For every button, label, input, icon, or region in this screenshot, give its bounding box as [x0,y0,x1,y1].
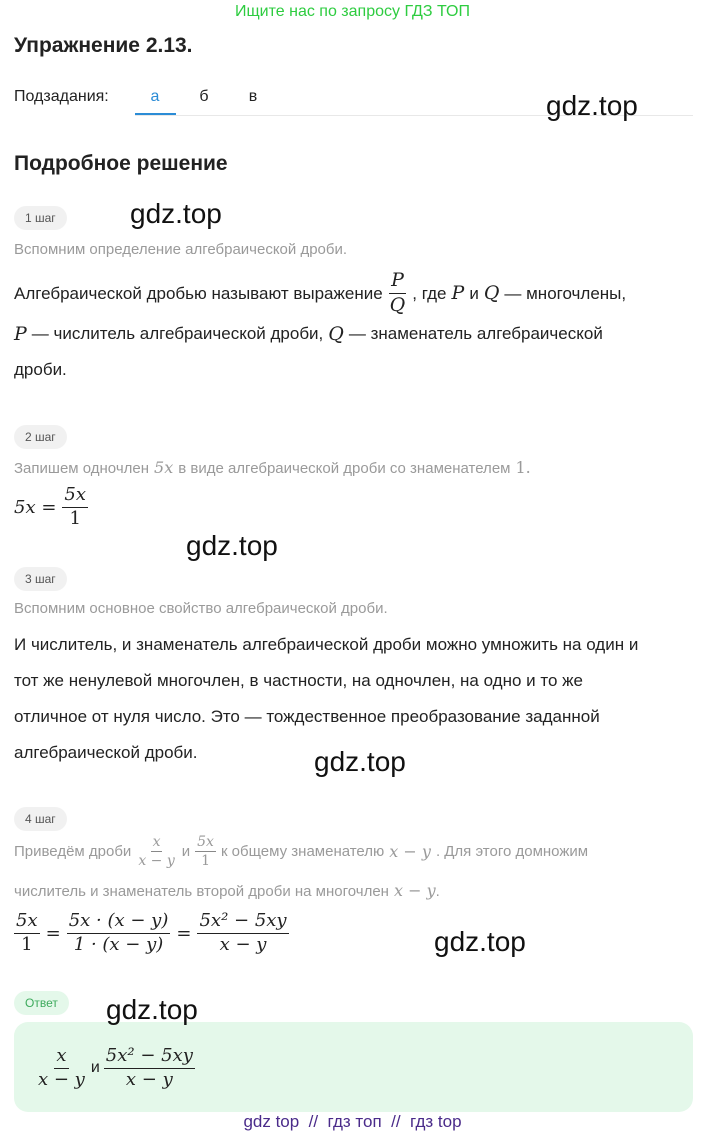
fraction [197,911,288,955]
fraction-denominator: 1 [69,507,81,529]
solution-title: Подробное решение [14,152,228,175]
math-q: Q [328,323,344,345]
equals-sign: = [45,922,61,944]
hint-text: Запишем одночлен [14,460,150,477]
footer-links[interactable]: gdz top // гдз топ // гдз top [243,1112,462,1131]
property-line: алгебраической дроби. [14,743,198,762]
fraction [14,911,40,955]
tab-b[interactable]: б [199,88,209,105]
fraction-denominator: 1 · (x − y) [73,933,164,955]
math-p: P [451,281,465,304]
fraction-numerator: 5x² − 5xy [104,1046,195,1069]
step-hint: Вспомним основное свойство алгебраической дроби. [14,600,388,617]
definition-line-3: дроби. [14,360,67,379]
step-hint-line-2 [14,881,440,900]
hint-math: x − y [393,881,436,900]
fraction-numerator: 5x [195,834,216,852]
fraction-denominator: x − y [125,1068,173,1090]
property-line: тот же ненулевой многочлен, в частности, на одночлен, на одно и то же [14,671,583,690]
hint-text: в виде алгебраической дроби со знаменателем [178,460,511,477]
math-p: P [14,323,27,345]
watermark: gdz.top [106,994,198,1025]
step-hint [14,458,531,477]
fraction-denominator: x − y [219,933,267,955]
fraction [67,911,171,955]
fraction-denominator: Q [389,293,406,316]
page-title: Упражнение 2.13. [14,34,193,57]
fraction [36,1046,87,1090]
property-line: отличное от нуля число. Это — тождественное преобразование заданной [14,707,600,726]
hint-text: Приведём дроби [14,843,132,861]
tab-v[interactable]: в [248,88,258,105]
fraction-x-over-x-minus-y [136,834,176,869]
definition-text: — многочлены, [504,283,627,303]
fraction-numerator: 5x · (x − y) [67,911,171,934]
definition-text: , где [412,283,447,303]
step-hint [14,834,588,869]
watermark: gdz.top [186,530,278,561]
definition-text: — знаменатель алгебраической [348,324,603,343]
fraction-numerator: 5x [14,911,40,934]
definition-line-2 [14,316,603,352]
tab-a[interactable]: а [150,88,160,105]
hint-text: числитель и знаменатель второй дроби на многочлен [14,883,389,900]
equation-5x [14,485,88,529]
hint-math: 1. [515,458,531,477]
step-badge: 3 шаг [14,567,67,591]
watermark: gdz.top [130,198,222,229]
fraction-numerator: 5x² − 5xy [197,911,288,934]
fraction-5x-over-1 [195,834,216,869]
promo-banner[interactable]: Ищите нас по запросу ГДЗ ТОП [235,3,470,20]
fraction-denominator: 1 [21,933,33,955]
step-badge: 2 шаг [14,425,67,449]
fraction-p-over-q [388,270,408,317]
watermark: gdz.top [546,90,638,121]
hint-text: . [435,883,440,900]
fraction-numerator: x [151,834,163,852]
property-line: И числитель, и знаменатель алгебраической дроби можно умножить на один и [14,635,639,654]
active-tab-indicator [135,113,176,115]
equals-sign: = [176,922,192,944]
hint-math: 5x [154,458,174,477]
watermark: gdz.top [314,746,406,777]
math-q: Q [483,281,500,304]
step-badge: 1 шаг [14,206,67,230]
fraction-denominator: 1 [201,853,210,870]
fraction-numerator: 5x [62,485,88,508]
step-hint: Вспомним определение алгебраической дроби. [14,241,348,258]
watermark: gdz.top [434,926,526,957]
fraction-numerator: x [54,1046,68,1069]
fraction-numerator: P [389,270,406,294]
definition-text: и [469,283,479,303]
answer-badge: Ответ [14,991,69,1015]
fraction-denominator: x − y [38,1068,85,1090]
hint-text: и [181,843,191,861]
fraction [104,1046,195,1090]
hint-text: . Для этого домножим [435,843,589,861]
hint-math: x − y [389,842,431,862]
answer-and: и [90,1059,100,1077]
equation-lhs: 5x = [14,496,57,518]
answer-expression [36,1046,195,1090]
equation-transform [14,911,289,955]
subtasks-label: Подзадания: [14,88,109,105]
definition-text: — числитель алгебраической дроби, [31,324,324,343]
fraction-denominator: x − y [138,853,175,870]
hint-text: к общему знаменателю [220,843,385,861]
step-badge: 4 шаг [14,807,67,831]
definition-line-1 [14,270,626,317]
fraction [62,485,88,529]
definition-text: Алгебраической дробью называют выражение [14,283,383,303]
